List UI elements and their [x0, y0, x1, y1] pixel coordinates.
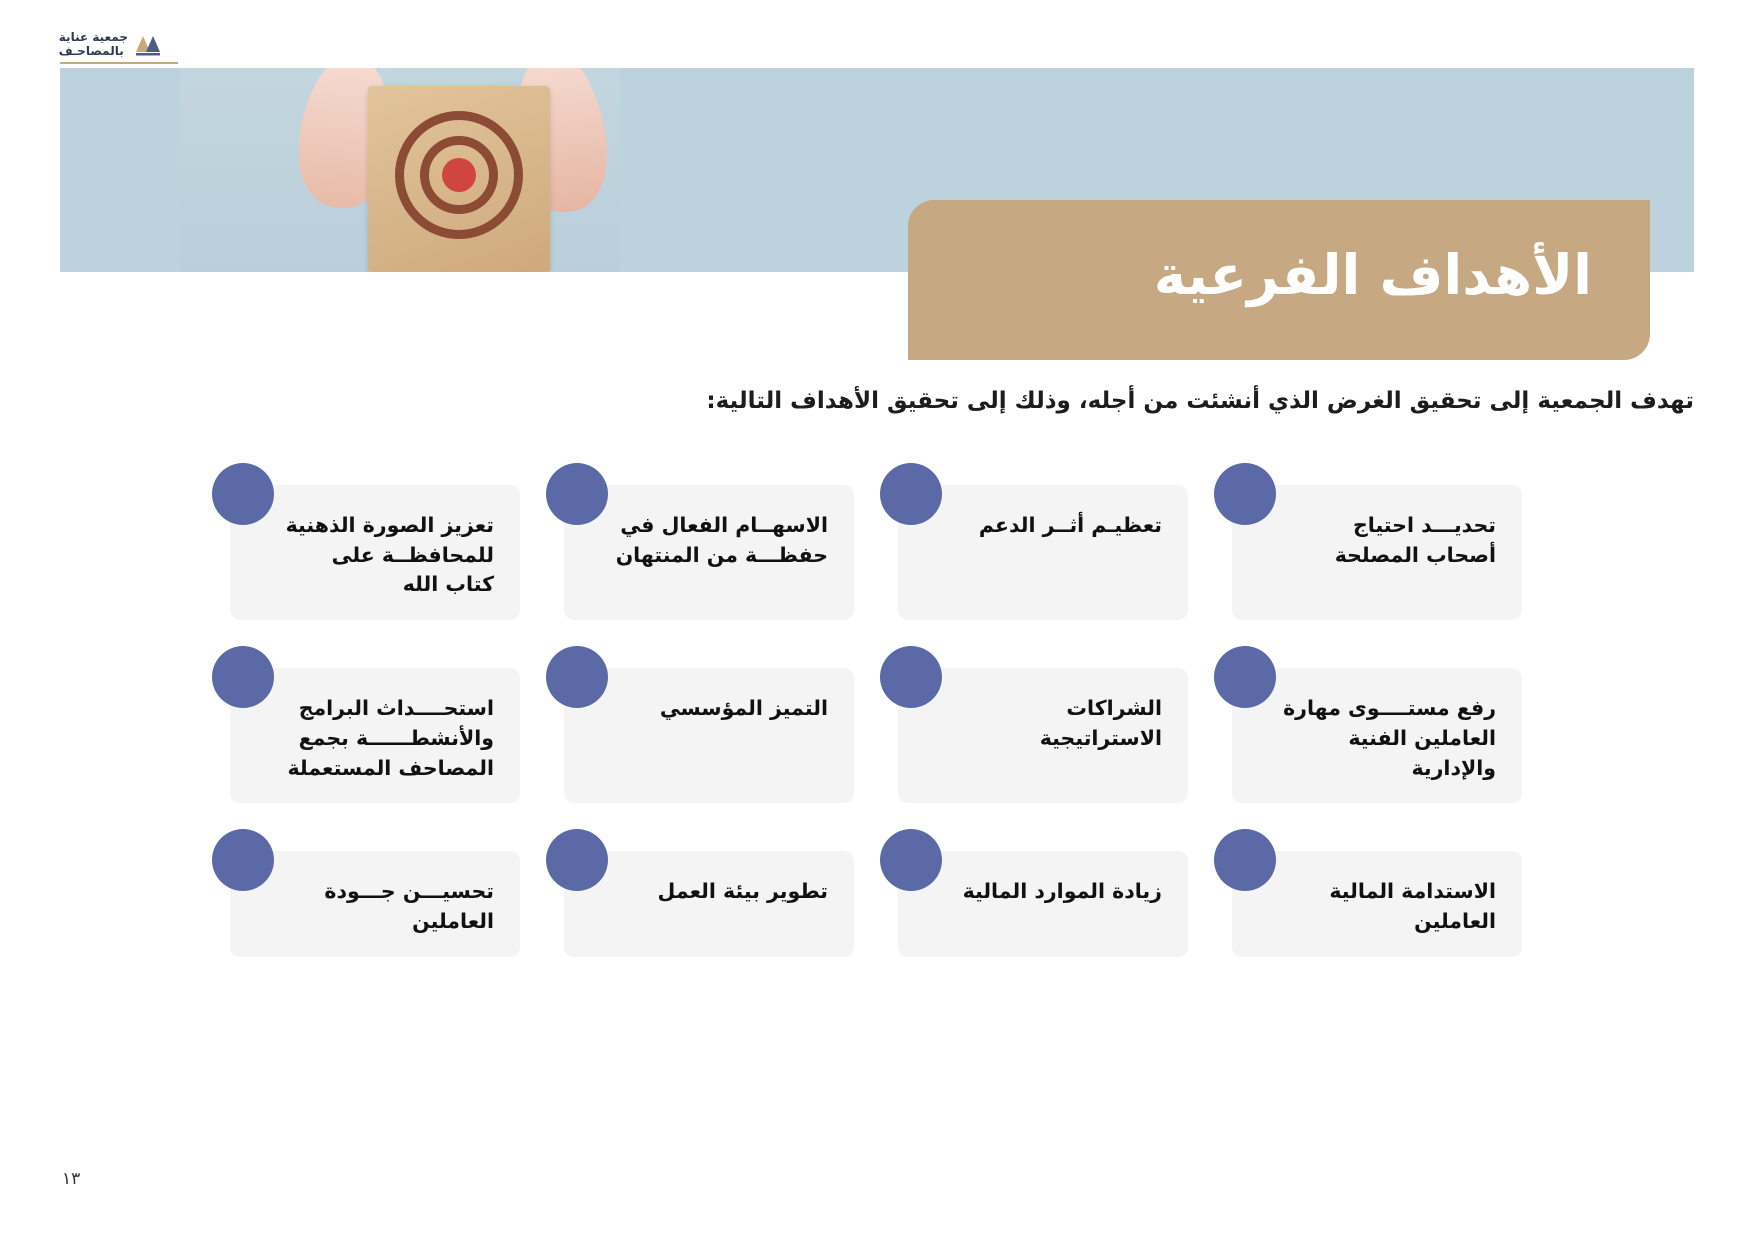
objective-label: تعزيز الصورة الذهنية للمحافظــة على كتاب الله	[285, 513, 494, 597]
bullet-dot-icon	[546, 463, 608, 525]
page-number: ١٣	[62, 1169, 81, 1189]
objective-label: الشراكات الاستراتيجية	[1039, 696, 1162, 750]
logo-underline	[60, 62, 178, 64]
intro-text: تهدف الجمعية إلى تحقيق الغرض الذي أنشئت من أجله، وذلك إلى تحقيق الأهداف التالية:	[706, 388, 1694, 414]
bullet-dot-icon	[880, 463, 942, 525]
target-bullseye	[442, 158, 476, 192]
objective-label: تحديـــد احتياج أصحاب المصلحة	[1334, 513, 1496, 567]
objective-card	[1232, 485, 1522, 620]
objective-label: تحسيـــن جـــودة العاملين	[324, 879, 494, 934]
objective-label: الاسهــام الفعال في حفظـــة من المنتهان	[615, 513, 828, 567]
objective-card	[230, 485, 520, 620]
title-plate	[908, 200, 1650, 360]
book-mark-icon	[134, 30, 164, 60]
objective-card	[898, 851, 1188, 956]
objective-card	[564, 851, 854, 956]
objectives-row	[192, 668, 1522, 803]
objective-label: الاستدامة المالية العاملين	[1329, 879, 1496, 934]
page-title: الأهداف الفرعية	[1153, 243, 1592, 307]
bullet-dot-icon	[546, 829, 608, 891]
bullet-dot-icon	[1214, 463, 1276, 525]
objective-label: رفع مستــــوى مهارة العاملين الفنية والإدارية	[1283, 696, 1496, 780]
objective-card	[230, 851, 520, 956]
objective-label: زيادة الموارد المالية	[962, 879, 1162, 904]
bullet-dot-icon	[546, 646, 608, 708]
objective-label: التميز المؤسسي	[659, 696, 828, 721]
logo-line-2: بالمصاحـف	[58, 44, 124, 58]
target-photo	[180, 68, 620, 272]
objective-card	[1232, 851, 1522, 956]
target-ring-inner	[420, 136, 498, 214]
objective-card	[898, 668, 1188, 803]
objective-card	[564, 485, 854, 620]
objective-card	[898, 485, 1188, 620]
objective-card	[564, 668, 854, 803]
objective-label: تعظيـم أثــر الدعم	[978, 513, 1162, 537]
bullet-dot-icon	[880, 829, 942, 891]
wooden-cube	[368, 86, 550, 272]
bullet-dot-icon	[212, 829, 274, 891]
objective-card	[1232, 668, 1522, 803]
objectives-row	[192, 851, 1522, 956]
bullet-dot-icon	[880, 646, 942, 708]
bullet-dot-icon	[1214, 829, 1276, 891]
bullet-dot-icon	[212, 646, 274, 708]
objectives-grid	[192, 485, 1522, 957]
bullet-dot-icon	[1214, 646, 1276, 708]
objective-card	[230, 668, 520, 803]
logo-line-1: جمعية عناية	[58, 30, 128, 45]
bullet-dot-icon	[212, 463, 274, 525]
objective-label: استحــــداث البرامج والأنشطــــــة بجمع المصاحف المستعملة	[287, 696, 494, 780]
target-icon	[395, 111, 523, 239]
logo-text	[59, 31, 128, 59]
objective-label: تطوير بيئة العمل	[657, 879, 828, 904]
objectives-row	[192, 485, 1522, 620]
